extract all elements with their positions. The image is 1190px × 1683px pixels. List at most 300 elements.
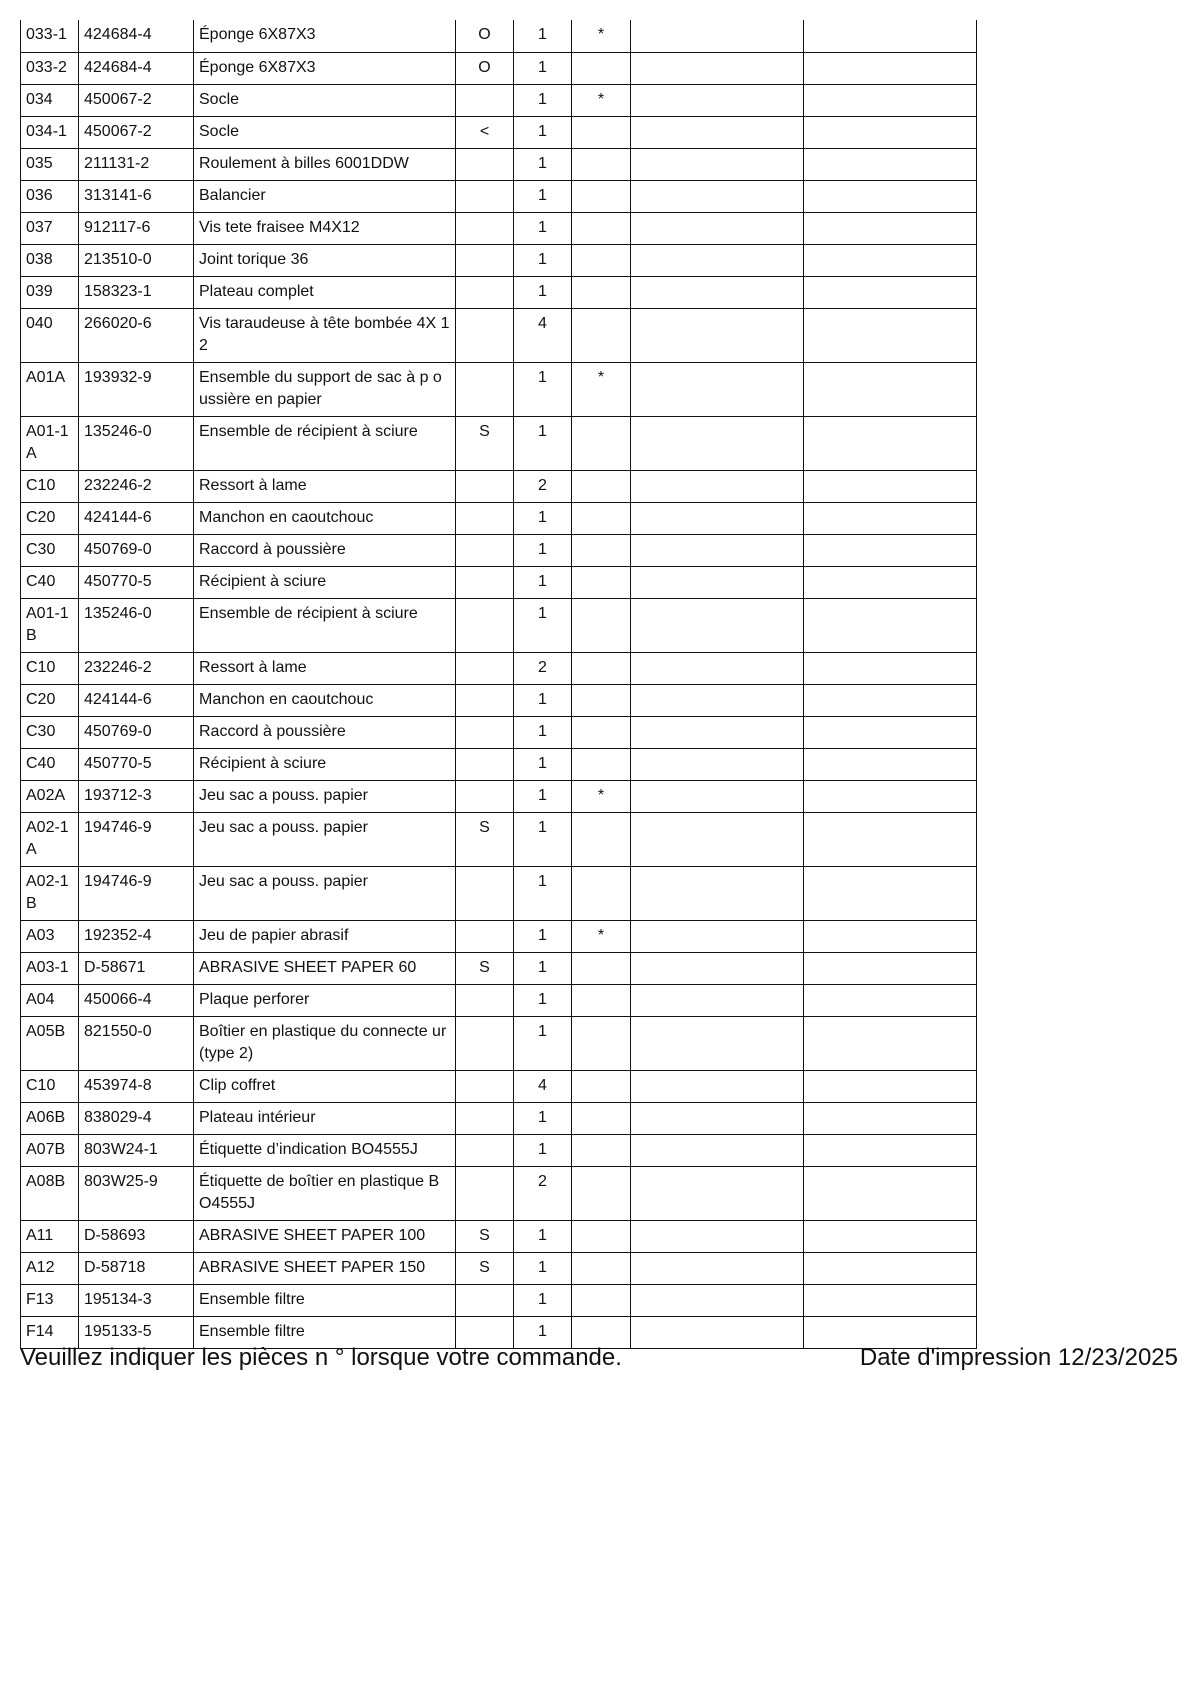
cell-note: S <box>456 416 514 470</box>
cell-part-number: 211131-2 <box>79 148 194 180</box>
cell-blank-1 <box>631 1252 804 1284</box>
cell-part-number: 194746-9 <box>79 812 194 866</box>
cell-mark <box>572 470 631 502</box>
cell-mark <box>572 684 631 716</box>
table-row <box>21 1016 977 1070</box>
cell-quantity: 1 <box>514 276 572 308</box>
cell-description: Boîtier en plastique du connecte ur (type 2) <box>194 1016 456 1070</box>
cell-item-no: A06B <box>21 1102 79 1134</box>
cell-mark <box>572 748 631 780</box>
cell-description: Roulement à billes 6001DDW <box>194 148 456 180</box>
cell-quantity: 1 <box>514 684 572 716</box>
cell-blank-1 <box>631 748 804 780</box>
cell-quantity: 1 <box>514 148 572 180</box>
cell-mark <box>572 1134 631 1166</box>
cell-note <box>456 748 514 780</box>
cell-item-no: 034 <box>21 84 79 116</box>
cell-part-number: 450770-5 <box>79 748 194 780</box>
cell-blank-1 <box>631 1220 804 1252</box>
cell-part-number: 838029-4 <box>79 1102 194 1134</box>
cell-note: O <box>456 20 514 52</box>
table-row <box>21 276 977 308</box>
cell-part-number: 424684-4 <box>79 52 194 84</box>
cell-note <box>456 1016 514 1070</box>
cell-quantity: 1 <box>514 416 572 470</box>
cell-item-no: 035 <box>21 148 79 180</box>
cell-blank-2 <box>804 866 977 920</box>
cell-part-number: 195133-5 <box>79 1316 194 1348</box>
cell-description: Socle <box>194 116 456 148</box>
cell-mark <box>572 276 631 308</box>
cell-part-number: 450067-2 <box>79 84 194 116</box>
cell-blank-2 <box>804 1016 977 1070</box>
cell-item-no: A08B <box>21 1166 79 1220</box>
cell-item-no: A05B <box>21 1016 79 1070</box>
cell-description: Ressort à lame <box>194 470 456 502</box>
cell-part-number: 912117-6 <box>79 212 194 244</box>
cell-blank-2 <box>804 812 977 866</box>
cell-mark <box>572 52 631 84</box>
cell-part-number: 424684-4 <box>79 20 194 52</box>
cell-part-number: 450770-5 <box>79 566 194 598</box>
cell-mark <box>572 116 631 148</box>
table-row <box>21 180 977 212</box>
cell-blank-1 <box>631 984 804 1016</box>
cell-blank-1 <box>631 780 804 812</box>
cell-note <box>456 984 514 1016</box>
cell-note: S <box>456 1220 514 1252</box>
cell-blank-2 <box>804 180 977 212</box>
cell-part-number: D-58718 <box>79 1252 194 1284</box>
cell-description: Ensemble filtre <box>194 1284 456 1316</box>
cell-part-number: 232246-2 <box>79 470 194 502</box>
cell-item-no: 038 <box>21 244 79 276</box>
cell-blank-2 <box>804 534 977 566</box>
cell-mark: * <box>572 780 631 812</box>
cell-blank-2 <box>804 470 977 502</box>
cell-blank-2 <box>804 1166 977 1220</box>
cell-blank-1 <box>631 212 804 244</box>
cell-mark <box>572 1070 631 1102</box>
cell-description: Récipient à sciure <box>194 566 456 598</box>
table-row <box>21 952 977 984</box>
cell-blank-2 <box>804 684 977 716</box>
cell-blank-1 <box>631 566 804 598</box>
cell-mark <box>572 308 631 362</box>
cell-blank-1 <box>631 1134 804 1166</box>
cell-quantity: 1 <box>514 984 572 1016</box>
cell-item-no: 040 <box>21 308 79 362</box>
cell-item-no: A01-1B <box>21 598 79 652</box>
table-row <box>21 716 977 748</box>
table-row <box>21 84 977 116</box>
cell-blank-2 <box>804 20 977 52</box>
cell-part-number: 158323-1 <box>79 276 194 308</box>
cell-part-number: 803W24-1 <box>79 1134 194 1166</box>
table-row <box>21 534 977 566</box>
cell-quantity: 1 <box>514 180 572 212</box>
table-row <box>21 212 977 244</box>
cell-description: Éponge 6X87X3 <box>194 20 456 52</box>
cell-mark <box>572 1284 631 1316</box>
cell-item-no: A07B <box>21 1134 79 1166</box>
cell-blank-1 <box>631 1070 804 1102</box>
cell-quantity: 1 <box>514 1284 572 1316</box>
cell-part-number: 135246-0 <box>79 416 194 470</box>
cell-part-number: 313141-6 <box>79 180 194 212</box>
cell-description: Plateau complet <box>194 276 456 308</box>
parts-table-body <box>21 20 977 1348</box>
cell-item-no: A01A <box>21 362 79 416</box>
cell-note <box>456 1102 514 1134</box>
cell-description: Jeu sac a pouss. papier <box>194 866 456 920</box>
table-row <box>21 20 977 52</box>
cell-mark <box>572 1166 631 1220</box>
cell-blank-1 <box>631 362 804 416</box>
cell-blank-2 <box>804 1102 977 1134</box>
cell-mark <box>572 502 631 534</box>
cell-item-no: C10 <box>21 470 79 502</box>
cell-description: Ensemble de récipient à sciure <box>194 416 456 470</box>
cell-note <box>456 684 514 716</box>
cell-mark <box>572 244 631 276</box>
cell-quantity: 1 <box>514 244 572 276</box>
cell-part-number: 450769-0 <box>79 534 194 566</box>
table-row <box>21 1070 977 1102</box>
cell-note: S <box>456 952 514 984</box>
cell-description: Socle <box>194 84 456 116</box>
cell-description: ABRASIVE SHEET PAPER 100 <box>194 1220 456 1252</box>
cell-item-no: A03 <box>21 920 79 952</box>
cell-mark <box>572 148 631 180</box>
cell-blank-1 <box>631 812 804 866</box>
cell-item-no: 037 <box>21 212 79 244</box>
cell-note <box>456 1134 514 1166</box>
cell-quantity: 1 <box>514 598 572 652</box>
cell-quantity: 1 <box>514 952 572 984</box>
cell-part-number: 803W25-9 <box>79 1166 194 1220</box>
cell-blank-1 <box>631 1316 804 1348</box>
table-row <box>21 1284 977 1316</box>
cell-item-no: 034-1 <box>21 116 79 148</box>
cell-blank-1 <box>631 952 804 984</box>
cell-part-number: 192352-4 <box>79 920 194 952</box>
cell-note <box>456 866 514 920</box>
cell-description: Récipient à sciure <box>194 748 456 780</box>
cell-blank-1 <box>631 20 804 52</box>
cell-blank-1 <box>631 866 804 920</box>
table-row <box>21 984 977 1016</box>
table-row <box>21 308 977 362</box>
cell-blank-2 <box>804 212 977 244</box>
cell-part-number: 213510-0 <box>79 244 194 276</box>
cell-item-no: 033-1 <box>21 20 79 52</box>
cell-description: Raccord à poussière <box>194 716 456 748</box>
cell-quantity: 1 <box>514 362 572 416</box>
cell-blank-2 <box>804 416 977 470</box>
cell-quantity: 1 <box>514 502 572 534</box>
cell-item-no: 033-2 <box>21 52 79 84</box>
cell-item-no: C40 <box>21 748 79 780</box>
cell-quantity: 1 <box>514 212 572 244</box>
cell-item-no: A02A <box>21 780 79 812</box>
cell-blank-2 <box>804 780 977 812</box>
cell-note: < <box>456 116 514 148</box>
cell-blank-1 <box>631 652 804 684</box>
cell-item-no: C30 <box>21 716 79 748</box>
cell-note <box>456 212 514 244</box>
cell-item-no: A12 <box>21 1252 79 1284</box>
cell-part-number: 193932-9 <box>79 362 194 416</box>
cell-blank-1 <box>631 684 804 716</box>
table-row <box>21 1102 977 1134</box>
cell-mark <box>572 566 631 598</box>
cell-description: Jeu sac a pouss. papier <box>194 780 456 812</box>
cell-blank-2 <box>804 148 977 180</box>
cell-blank-2 <box>804 1070 977 1102</box>
cell-quantity: 1 <box>514 1102 572 1134</box>
cell-note <box>456 276 514 308</box>
cell-quantity: 1 <box>514 566 572 598</box>
cell-mark <box>572 812 631 866</box>
cell-part-number: 821550-0 <box>79 1016 194 1070</box>
table-row <box>21 470 977 502</box>
cell-blank-1 <box>631 598 804 652</box>
cell-item-no: F14 <box>21 1316 79 1348</box>
cell-note: S <box>456 1252 514 1284</box>
cell-quantity: 1 <box>514 84 572 116</box>
cell-note: S <box>456 812 514 866</box>
cell-item-no: C20 <box>21 502 79 534</box>
table-row <box>21 920 977 952</box>
cell-quantity: 1 <box>514 116 572 148</box>
cell-quantity: 1 <box>514 812 572 866</box>
table-row <box>21 748 977 780</box>
cell-mark <box>572 534 631 566</box>
table-row <box>21 1252 977 1284</box>
cell-item-no: 039 <box>21 276 79 308</box>
cell-mark <box>572 716 631 748</box>
cell-blank-1 <box>631 148 804 180</box>
cell-blank-1 <box>631 84 804 116</box>
cell-blank-1 <box>631 52 804 84</box>
cell-note <box>456 308 514 362</box>
cell-mark <box>572 416 631 470</box>
cell-description: Clip coffret <box>194 1070 456 1102</box>
cell-note: O <box>456 52 514 84</box>
cell-description: Plaque perforer <box>194 984 456 1016</box>
cell-quantity: 1 <box>514 1134 572 1166</box>
cell-blank-1 <box>631 920 804 952</box>
cell-part-number: 453974-8 <box>79 1070 194 1102</box>
cell-quantity: 1 <box>514 1316 572 1348</box>
cell-description: Ensemble du support de sac à p oussière en papier <box>194 362 456 416</box>
table-row <box>21 148 977 180</box>
cell-quantity: 1 <box>514 20 572 52</box>
cell-mark <box>572 952 631 984</box>
cell-description: Ensemble de récipient à sciure <box>194 598 456 652</box>
cell-blank-2 <box>804 984 977 1016</box>
cell-note <box>456 362 514 416</box>
cell-note <box>456 652 514 684</box>
cell-item-no: A03-1 <box>21 952 79 984</box>
cell-quantity: 4 <box>514 1070 572 1102</box>
cell-item-no: C20 <box>21 684 79 716</box>
cell-part-number: 193712-3 <box>79 780 194 812</box>
table-row <box>21 684 977 716</box>
cell-mark <box>572 652 631 684</box>
cell-quantity: 2 <box>514 470 572 502</box>
cell-description: Vis tete fraisee M4X12 <box>194 212 456 244</box>
cell-description: Plateau intérieur <box>194 1102 456 1134</box>
cell-description: ABRASIVE SHEET PAPER 150 <box>194 1252 456 1284</box>
cell-quantity: 1 <box>514 866 572 920</box>
cell-note <box>456 598 514 652</box>
cell-mark <box>572 598 631 652</box>
cell-quantity: 2 <box>514 1166 572 1220</box>
cell-blank-2 <box>804 598 977 652</box>
cell-mark <box>572 1220 631 1252</box>
cell-blank-1 <box>631 470 804 502</box>
cell-blank-1 <box>631 180 804 212</box>
table-row <box>21 52 977 84</box>
cell-item-no: C30 <box>21 534 79 566</box>
cell-blank-2 <box>804 502 977 534</box>
cell-item-no: A02-1A <box>21 812 79 866</box>
table-row <box>21 1166 977 1220</box>
cell-quantity: 4 <box>514 308 572 362</box>
cell-blank-2 <box>804 1252 977 1284</box>
cell-mark: * <box>572 84 631 116</box>
cell-quantity: 1 <box>514 780 572 812</box>
cell-mark <box>572 212 631 244</box>
table-row <box>21 1220 977 1252</box>
cell-mark <box>572 1102 631 1134</box>
cell-part-number: D-58671 <box>79 952 194 984</box>
table-row <box>21 566 977 598</box>
cell-blank-2 <box>804 566 977 598</box>
cell-item-no: A04 <box>21 984 79 1016</box>
cell-blank-2 <box>804 1284 977 1316</box>
cell-blank-2 <box>804 716 977 748</box>
cell-blank-2 <box>804 1134 977 1166</box>
table-row <box>21 416 977 470</box>
cell-item-no: C40 <box>21 566 79 598</box>
cell-part-number: 450769-0 <box>79 716 194 748</box>
parts-table <box>20 20 977 1349</box>
cell-blank-1 <box>631 276 804 308</box>
cell-item-no: A02-1B <box>21 866 79 920</box>
table-row <box>21 1134 977 1166</box>
cell-part-number: 424144-6 <box>79 684 194 716</box>
cell-part-number: 266020-6 <box>79 308 194 362</box>
cell-blank-1 <box>631 1102 804 1134</box>
cell-mark <box>572 984 631 1016</box>
cell-note <box>456 1284 514 1316</box>
cell-blank-2 <box>804 116 977 148</box>
cell-item-no: C10 <box>21 1070 79 1102</box>
cell-note <box>456 534 514 566</box>
cell-note <box>456 84 514 116</box>
table-row <box>21 780 977 812</box>
table-row <box>21 116 977 148</box>
cell-mark <box>572 1252 631 1284</box>
cell-mark <box>572 180 631 212</box>
table-row <box>21 598 977 652</box>
cell-quantity: 1 <box>514 534 572 566</box>
cell-note <box>456 920 514 952</box>
cell-mark: * <box>572 920 631 952</box>
cell-part-number: D-58693 <box>79 1220 194 1252</box>
cell-description: Étiquette de boîtier en plastique BO4555J <box>194 1166 456 1220</box>
cell-blank-2 <box>804 244 977 276</box>
cell-blank-2 <box>804 84 977 116</box>
cell-quantity: 1 <box>514 1252 572 1284</box>
cell-description: Joint torique 36 <box>194 244 456 276</box>
cell-quantity: 1 <box>514 920 572 952</box>
cell-note <box>456 1166 514 1220</box>
cell-note <box>456 566 514 598</box>
table-row <box>21 244 977 276</box>
cell-note <box>456 1070 514 1102</box>
table-row <box>21 362 977 416</box>
cell-note <box>456 244 514 276</box>
cell-blank-1 <box>631 416 804 470</box>
cell-blank-2 <box>804 276 977 308</box>
cell-description: Ressort à lame <box>194 652 456 684</box>
cell-blank-2 <box>804 52 977 84</box>
cell-description: Manchon en caoutchouc <box>194 502 456 534</box>
cell-note <box>456 470 514 502</box>
cell-part-number: 232246-2 <box>79 652 194 684</box>
cell-blank-2 <box>804 362 977 416</box>
cell-blank-1 <box>631 116 804 148</box>
cell-item-no: 036 <box>21 180 79 212</box>
cell-quantity: 1 <box>514 1220 572 1252</box>
cell-description: Ensemble filtre <box>194 1316 456 1348</box>
cell-blank-2 <box>804 748 977 780</box>
cell-description: Jeu sac a pouss. papier <box>194 812 456 866</box>
cell-part-number: 194746-9 <box>79 866 194 920</box>
table-row <box>21 866 977 920</box>
cell-part-number: 450066-4 <box>79 984 194 1016</box>
table-row <box>21 502 977 534</box>
table-row <box>21 652 977 684</box>
cell-blank-1 <box>631 716 804 748</box>
cell-part-number: 450067-2 <box>79 116 194 148</box>
footer-print-date: Date d'impression 12/23/2025 <box>859 1344 1178 1371</box>
cell-blank-1 <box>631 502 804 534</box>
cell-blank-1 <box>631 1284 804 1316</box>
cell-description: Étiquette d’indication BO4555J <box>194 1134 456 1166</box>
cell-quantity: 1 <box>514 748 572 780</box>
cell-mark: * <box>572 20 631 52</box>
footer-order-note: Veuillez indiquer les pièces n ° lorsque votre commande. <box>20 1344 622 1371</box>
cell-blank-1 <box>631 1016 804 1070</box>
cell-blank-2 <box>804 652 977 684</box>
cell-note <box>456 502 514 534</box>
cell-mark <box>572 1016 631 1070</box>
cell-part-number: 195134-3 <box>79 1284 194 1316</box>
cell-description: Jeu de papier abrasif <box>194 920 456 952</box>
cell-description: Éponge 6X87X3 <box>194 52 456 84</box>
cell-quantity: 1 <box>514 716 572 748</box>
cell-description: Raccord à poussière <box>194 534 456 566</box>
cell-note <box>456 180 514 212</box>
cell-quantity: 1 <box>514 52 572 84</box>
cell-note <box>456 780 514 812</box>
cell-mark: * <box>572 362 631 416</box>
